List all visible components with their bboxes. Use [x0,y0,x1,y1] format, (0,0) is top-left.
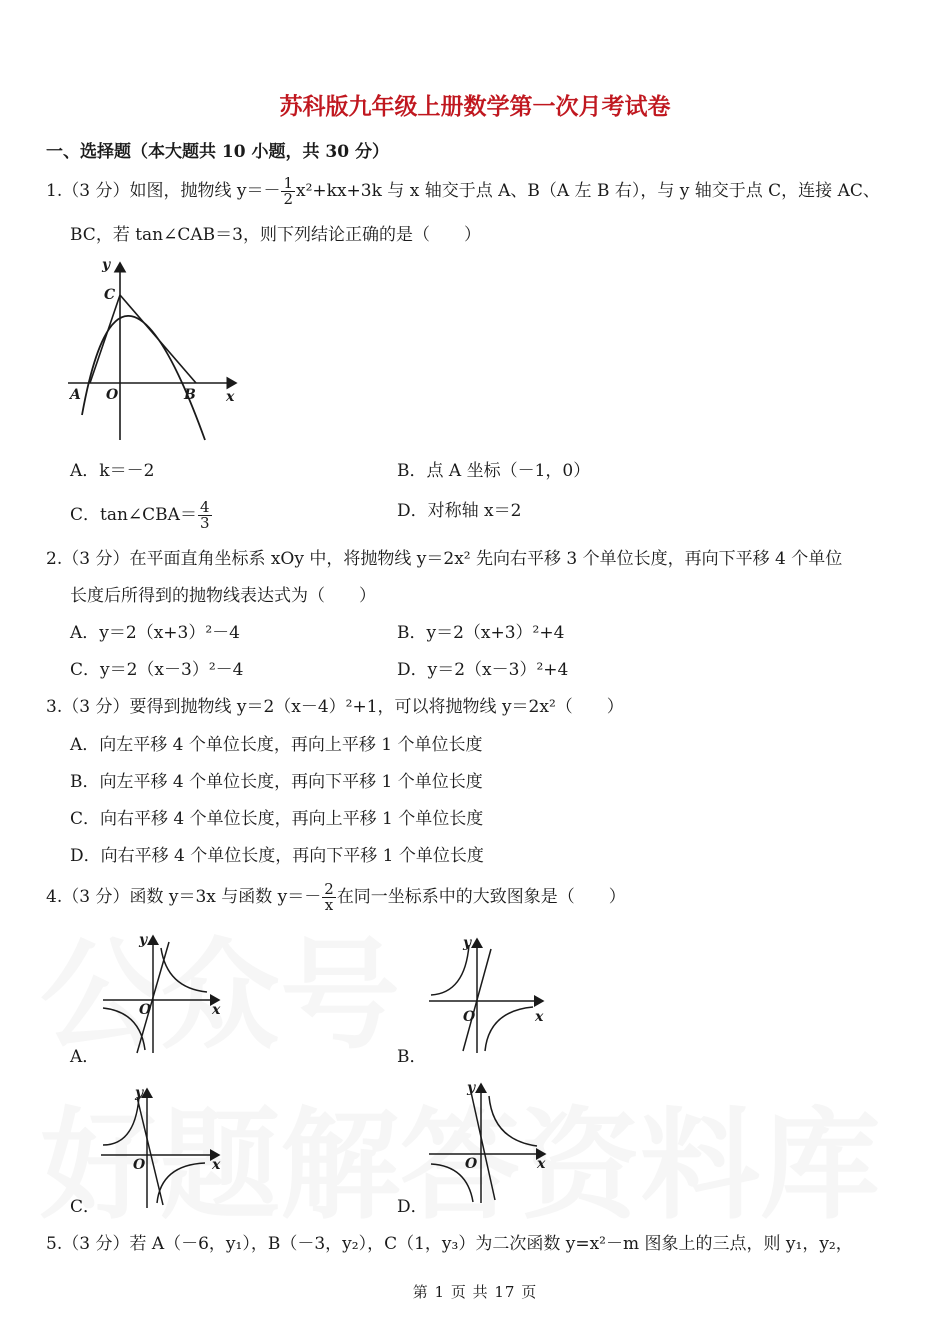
q1-option-c-fraction [198,500,212,531]
q3-option-d[interactable]: D．向右平移 4 个单位长度，再向下平移 1 个单位长度 [70,846,484,866]
q1-fraction [281,176,295,207]
q4d-o: O [465,1156,478,1172]
q4-option-b[interactable]: B． [397,1047,427,1067]
q1-label-y: y [102,257,111,273]
q1-segment-bc [120,295,196,383]
q2-line2: 长度后所得到的抛物线表达式为（ ） [70,586,376,606]
q1-segment-ac [90,295,120,383]
q5-line1: 5.（3 分）若 A（－6，y₁），B（－3，y₂），C（1，y₃）为二次函数 y=x²－m 图象上的三点，则 y₁，y₂， [46,1234,853,1254]
q4c-o: O [133,1157,146,1173]
q4b-x: x [535,1009,544,1025]
q4-option-a[interactable]: A． [70,1047,100,1067]
q4b-y: y [463,935,472,951]
q3-option-b[interactable]: B．向左平移 4 个单位长度，再向下平移 1 个单位长度 [70,772,483,792]
q1-option-c[interactable] [70,500,213,531]
page-title: 苏科版九年级上册数学第一次月考试卷 [279,94,671,120]
q1-line1-post: x²+kx+3k 与 x 轴交于点 A、B（A 左 B 右），与 y 轴交于点 C，连接 AC、 [296,181,880,201]
q4-graph-d[interactable] [425,1078,555,1208]
q2-option-c[interactable]: C．y＝2（x－3）²－4 [70,660,244,680]
page-footer: 第 1 页 共 17 页 [412,1283,538,1301]
q4-graph-a[interactable] [95,928,235,1058]
q4-graph-c[interactable] [95,1083,230,1213]
q1-frac-den: 2 [283,190,293,208]
q1-label-o: O [106,387,119,403]
q1-parabola [82,316,205,440]
q4-fraction [322,882,336,913]
q3-line1: 3.（3 分）要得到抛物线 y＝2（x－4）²+1，可以将抛物线 y＝2x²（ ） [46,697,624,717]
q1-label-c: C [104,287,116,303]
q1-label-a: A [70,387,81,403]
q1-option-c-num: 4 [199,498,210,516]
q4-graph-b[interactable] [425,933,555,1058]
q4-line1 [46,882,626,913]
q4d-x: x [537,1156,546,1172]
q4-option-d[interactable]: D． [397,1197,428,1217]
q4-frac-num: 2 [324,880,334,898]
q1-figure [60,255,250,450]
q2-line1: 2.（3 分）在平面直角坐标系 xOy 中，将抛物线 y＝2x² 先向右平移 3 个单位长度，再向下平移 4 个单位 [46,549,843,569]
q4-option-c[interactable]: C． [70,1197,101,1217]
q1-option-b[interactable]: B．点 A 坐标（－1，0） [397,461,591,481]
q4a-y: y [139,932,148,948]
q4-line1-pre: 4.（3 分）函数 y＝3x 与函数 y＝－ [46,887,322,907]
q1-option-c-den: 3 [199,514,210,532]
q4c-y: y [135,1085,144,1101]
q3-option-a[interactable]: A．向左平移 4 个单位长度，再向上平移 1 个单位长度 [70,735,483,755]
q1-line2: BC，若 tan∠CAB＝3，则下列结论正确的是（ ） [70,225,481,245]
q3-option-c[interactable]: C．向右平移 4 个单位长度，再向上平移 1 个单位长度 [70,809,484,829]
section-header: 一、选择题（本大题共 10 小题，共 30 分） [46,142,389,162]
q2-option-b[interactable]: B．y＝2（x+3）²+4 [397,623,565,643]
q1-frac-num: 1 [283,174,293,192]
q4-frac-den: x [324,896,334,914]
q1-label-b: B [184,387,196,403]
q4d-y: y [467,1080,476,1096]
q4a-o: O [139,1002,152,1018]
q2-option-d[interactable]: D．y＝2（x－3）²+4 [397,660,569,680]
q1-line1-pre: 1.（3 分）如图，抛物线 y＝－ [46,181,281,201]
q4c-x: x [212,1157,221,1173]
q2-option-a[interactable]: A．y＝2（x+3）²－4 [70,623,240,643]
q4-line1-post: 在同一坐标系中的大致图象是（ ） [336,887,626,907]
q4b-o: O [463,1009,476,1025]
q1-option-c-text: C．tan∠CBA＝ [70,505,197,525]
q1-line1 [46,176,880,207]
q4a-x: x [212,1002,221,1018]
q1-option-a[interactable]: A．k＝－2 [70,461,155,481]
q1-label-x: x [226,389,235,405]
q1-option-d[interactable]: D．对称轴 x＝2 [397,501,522,521]
